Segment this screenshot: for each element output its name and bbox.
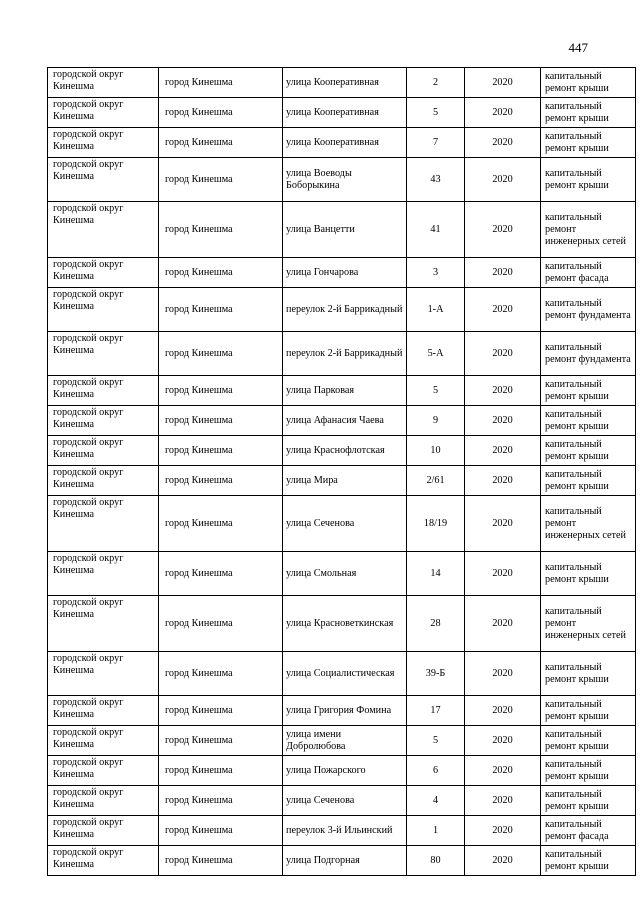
city-cell: город Кинешма bbox=[159, 128, 283, 158]
city-cell: город Кинешма bbox=[159, 696, 283, 726]
table-row bbox=[48, 128, 636, 158]
house-number-cell: 5 bbox=[407, 726, 465, 756]
table-row bbox=[48, 466, 636, 496]
work-type-cell: капитальный ремонт крыши bbox=[541, 466, 636, 496]
city-cell: город Кинешма bbox=[159, 68, 283, 98]
table-row bbox=[48, 552, 636, 596]
work-type-cell: капитальный ремонт крыши bbox=[541, 552, 636, 596]
work-type-cell: капитальный ремонт фундамента bbox=[541, 288, 636, 332]
house-number-cell: 39-Б bbox=[407, 652, 465, 696]
district-cell: городской округ Кинешма bbox=[48, 98, 159, 128]
street-cell: улица Сеченова bbox=[283, 786, 407, 816]
district-cell: городской округ Кинешма bbox=[48, 726, 159, 756]
city-cell: город Кинешма bbox=[159, 816, 283, 846]
district-cell: городской округ Кинешма bbox=[48, 652, 159, 696]
street-cell: улица Сеченова bbox=[283, 496, 407, 552]
table-row bbox=[48, 376, 636, 406]
city-cell: город Кинешма bbox=[159, 496, 283, 552]
work-type-cell: капитальный ремонт крыши bbox=[541, 128, 636, 158]
street-cell: улица Ванцетти bbox=[283, 202, 407, 258]
street-cell: переулок 2-й Баррикадный bbox=[283, 288, 407, 332]
city-cell: город Кинешма bbox=[159, 98, 283, 128]
year-cell: 2020 bbox=[465, 726, 541, 756]
district-cell: городской округ Кинешма bbox=[48, 552, 159, 596]
house-number-cell: 9 bbox=[407, 406, 465, 436]
city-cell: город Кинешма bbox=[159, 332, 283, 376]
city-cell: город Кинешма bbox=[159, 756, 283, 786]
street-cell: улица Кооперативная bbox=[283, 68, 407, 98]
page-number: 447 bbox=[568, 40, 588, 55]
city-cell: город Кинешма bbox=[159, 596, 283, 652]
city-cell: город Кинешма bbox=[159, 406, 283, 436]
district-cell: городской округ Кинешма bbox=[48, 786, 159, 816]
year-cell: 2020 bbox=[465, 596, 541, 652]
district-cell: городской округ Кинешма bbox=[48, 596, 159, 652]
table-row bbox=[48, 288, 636, 332]
work-type-cell: капитальный ремонт крыши bbox=[541, 376, 636, 406]
street-cell: улица Афанасия Чаева bbox=[283, 406, 407, 436]
house-number-cell: 80 bbox=[407, 846, 465, 876]
street-cell: улица Подгорная bbox=[283, 846, 407, 876]
year-cell: 2020 bbox=[465, 68, 541, 98]
city-cell: город Кинешма bbox=[159, 202, 283, 258]
district-cell: городской округ Кинешма bbox=[48, 846, 159, 876]
table-row bbox=[48, 496, 636, 552]
house-number-cell: 17 bbox=[407, 696, 465, 726]
table-row bbox=[48, 786, 636, 816]
district-cell: городской округ Кинешма bbox=[48, 68, 159, 98]
table-row bbox=[48, 696, 636, 726]
district-cell: городской округ Кинешма bbox=[48, 332, 159, 376]
street-cell: улица Краснофлотская bbox=[283, 436, 407, 466]
street-cell: улица Григория Фомина bbox=[283, 696, 407, 726]
table-row bbox=[48, 158, 636, 202]
city-cell: город Кинешма bbox=[159, 258, 283, 288]
house-number-cell: 5 bbox=[407, 98, 465, 128]
district-cell: городской округ Кинешма bbox=[48, 288, 159, 332]
house-number-cell: 10 bbox=[407, 436, 465, 466]
table-row bbox=[48, 816, 636, 846]
district-cell: городской округ Кинешма bbox=[48, 202, 159, 258]
work-type-cell: капитальный ремонт крыши bbox=[541, 436, 636, 466]
district-cell: городской округ Кинешма bbox=[48, 496, 159, 552]
street-cell: улица Парковая bbox=[283, 376, 407, 406]
house-number-cell: 43 bbox=[407, 158, 465, 202]
street-cell: улица Кооперативная bbox=[283, 128, 407, 158]
work-type-cell: капитальный ремонт крыши bbox=[541, 786, 636, 816]
street-cell: улица Пожарского bbox=[283, 756, 407, 786]
table-row bbox=[48, 202, 636, 258]
year-cell: 2020 bbox=[465, 846, 541, 876]
work-type-cell: капитальный ремонт крыши bbox=[541, 652, 636, 696]
house-number-cell: 5 bbox=[407, 376, 465, 406]
table-row bbox=[48, 332, 636, 376]
table-row bbox=[48, 846, 636, 876]
street-cell: переулок 2-й Баррикадный bbox=[283, 332, 407, 376]
city-cell: город Кинешма bbox=[159, 466, 283, 496]
house-number-cell: 41 bbox=[407, 202, 465, 258]
work-type-cell: капитальный ремонт крыши bbox=[541, 846, 636, 876]
work-type-cell: капитальный ремонт фасада bbox=[541, 258, 636, 288]
year-cell: 2020 bbox=[465, 128, 541, 158]
table-row bbox=[48, 726, 636, 756]
city-cell: город Кинешма bbox=[159, 288, 283, 332]
year-cell: 2020 bbox=[465, 466, 541, 496]
street-cell: улица Гончарова bbox=[283, 258, 407, 288]
city-cell: город Кинешма bbox=[159, 376, 283, 406]
table-row bbox=[48, 652, 636, 696]
city-cell: город Кинешма bbox=[159, 158, 283, 202]
year-cell: 2020 bbox=[465, 288, 541, 332]
house-number-cell: 6 bbox=[407, 756, 465, 786]
house-number-cell: 28 bbox=[407, 596, 465, 652]
work-type-cell: капитальный ремонт крыши bbox=[541, 68, 636, 98]
work-type-cell: капитальный ремонт фасада bbox=[541, 816, 636, 846]
district-cell: городской округ Кинешма bbox=[48, 696, 159, 726]
street-cell: улица имени Добролюбова bbox=[283, 726, 407, 756]
work-type-cell: капитальный ремонт инженерных сетей bbox=[541, 496, 636, 552]
repair-schedule-table bbox=[47, 67, 636, 876]
house-number-cell: 1-А bbox=[407, 288, 465, 332]
district-cell: городской округ Кинешма bbox=[48, 466, 159, 496]
work-type-cell: капитальный ремонт крыши bbox=[541, 726, 636, 756]
table-row bbox=[48, 406, 636, 436]
street-cell: улица Воеводы Боборыкина bbox=[283, 158, 407, 202]
house-number-cell: 1 bbox=[407, 816, 465, 846]
district-cell: городской округ Кинешма bbox=[48, 406, 159, 436]
district-cell: городской округ Кинешма bbox=[48, 756, 159, 786]
house-number-cell: 7 bbox=[407, 128, 465, 158]
year-cell: 2020 bbox=[465, 376, 541, 406]
work-type-cell: капитальный ремонт фундамента bbox=[541, 332, 636, 376]
work-type-cell: капитальный ремонт крыши bbox=[541, 756, 636, 786]
year-cell: 2020 bbox=[465, 552, 541, 596]
house-number-cell: 5-А bbox=[407, 332, 465, 376]
house-number-cell: 18/19 bbox=[407, 496, 465, 552]
house-number-cell: 3 bbox=[407, 258, 465, 288]
year-cell: 2020 bbox=[465, 496, 541, 552]
table-row bbox=[48, 436, 636, 466]
city-cell: город Кинешма bbox=[159, 726, 283, 756]
table-row bbox=[48, 756, 636, 786]
year-cell: 2020 bbox=[465, 696, 541, 726]
year-cell: 2020 bbox=[465, 332, 541, 376]
district-cell: городской округ Кинешма bbox=[48, 128, 159, 158]
table-row bbox=[48, 98, 636, 128]
year-cell: 2020 bbox=[465, 158, 541, 202]
work-type-cell: капитальный ремонт инженерных сетей bbox=[541, 596, 636, 652]
table-row bbox=[48, 68, 636, 98]
city-cell: город Кинешма bbox=[159, 846, 283, 876]
work-type-cell: капитальный ремонт крыши bbox=[541, 158, 636, 202]
house-number-cell: 4 bbox=[407, 786, 465, 816]
work-type-cell: капитальный ремонт крыши bbox=[541, 406, 636, 436]
district-cell: городской округ Кинешма bbox=[48, 158, 159, 202]
district-cell: городской округ Кинешма bbox=[48, 436, 159, 466]
district-cell: городской округ Кинешма bbox=[48, 816, 159, 846]
house-number-cell: 14 bbox=[407, 552, 465, 596]
work-type-cell: капитальный ремонт инженерных сетей bbox=[541, 202, 636, 258]
city-cell: город Кинешма bbox=[159, 436, 283, 466]
city-cell: город Кинешма bbox=[159, 786, 283, 816]
street-cell: улица Красноветкинская bbox=[283, 596, 407, 652]
year-cell: 2020 bbox=[465, 98, 541, 128]
table-row bbox=[48, 596, 636, 652]
street-cell: переулок 3-й Ильинский bbox=[283, 816, 407, 846]
street-cell: улица Мира bbox=[283, 466, 407, 496]
work-type-cell: капитальный ремонт крыши bbox=[541, 98, 636, 128]
district-cell: городской округ Кинешма bbox=[48, 258, 159, 288]
city-cell: город Кинешма bbox=[159, 552, 283, 596]
year-cell: 2020 bbox=[465, 756, 541, 786]
year-cell: 2020 bbox=[465, 816, 541, 846]
table-body bbox=[48, 68, 636, 876]
year-cell: 2020 bbox=[465, 436, 541, 466]
table-row bbox=[48, 258, 636, 288]
year-cell: 2020 bbox=[465, 202, 541, 258]
house-number-cell: 2 bbox=[407, 68, 465, 98]
street-cell: улица Социалистическая bbox=[283, 652, 407, 696]
street-cell: улица Смольная bbox=[283, 552, 407, 596]
district-cell: городской округ Кинешма bbox=[48, 376, 159, 406]
year-cell: 2020 bbox=[465, 406, 541, 436]
year-cell: 2020 bbox=[465, 258, 541, 288]
year-cell: 2020 bbox=[465, 652, 541, 696]
street-cell: улица Кооперативная bbox=[283, 98, 407, 128]
year-cell: 2020 bbox=[465, 786, 541, 816]
work-type-cell: капитальный ремонт крыши bbox=[541, 696, 636, 726]
house-number-cell: 2/61 bbox=[407, 466, 465, 496]
city-cell: город Кинешма bbox=[159, 652, 283, 696]
